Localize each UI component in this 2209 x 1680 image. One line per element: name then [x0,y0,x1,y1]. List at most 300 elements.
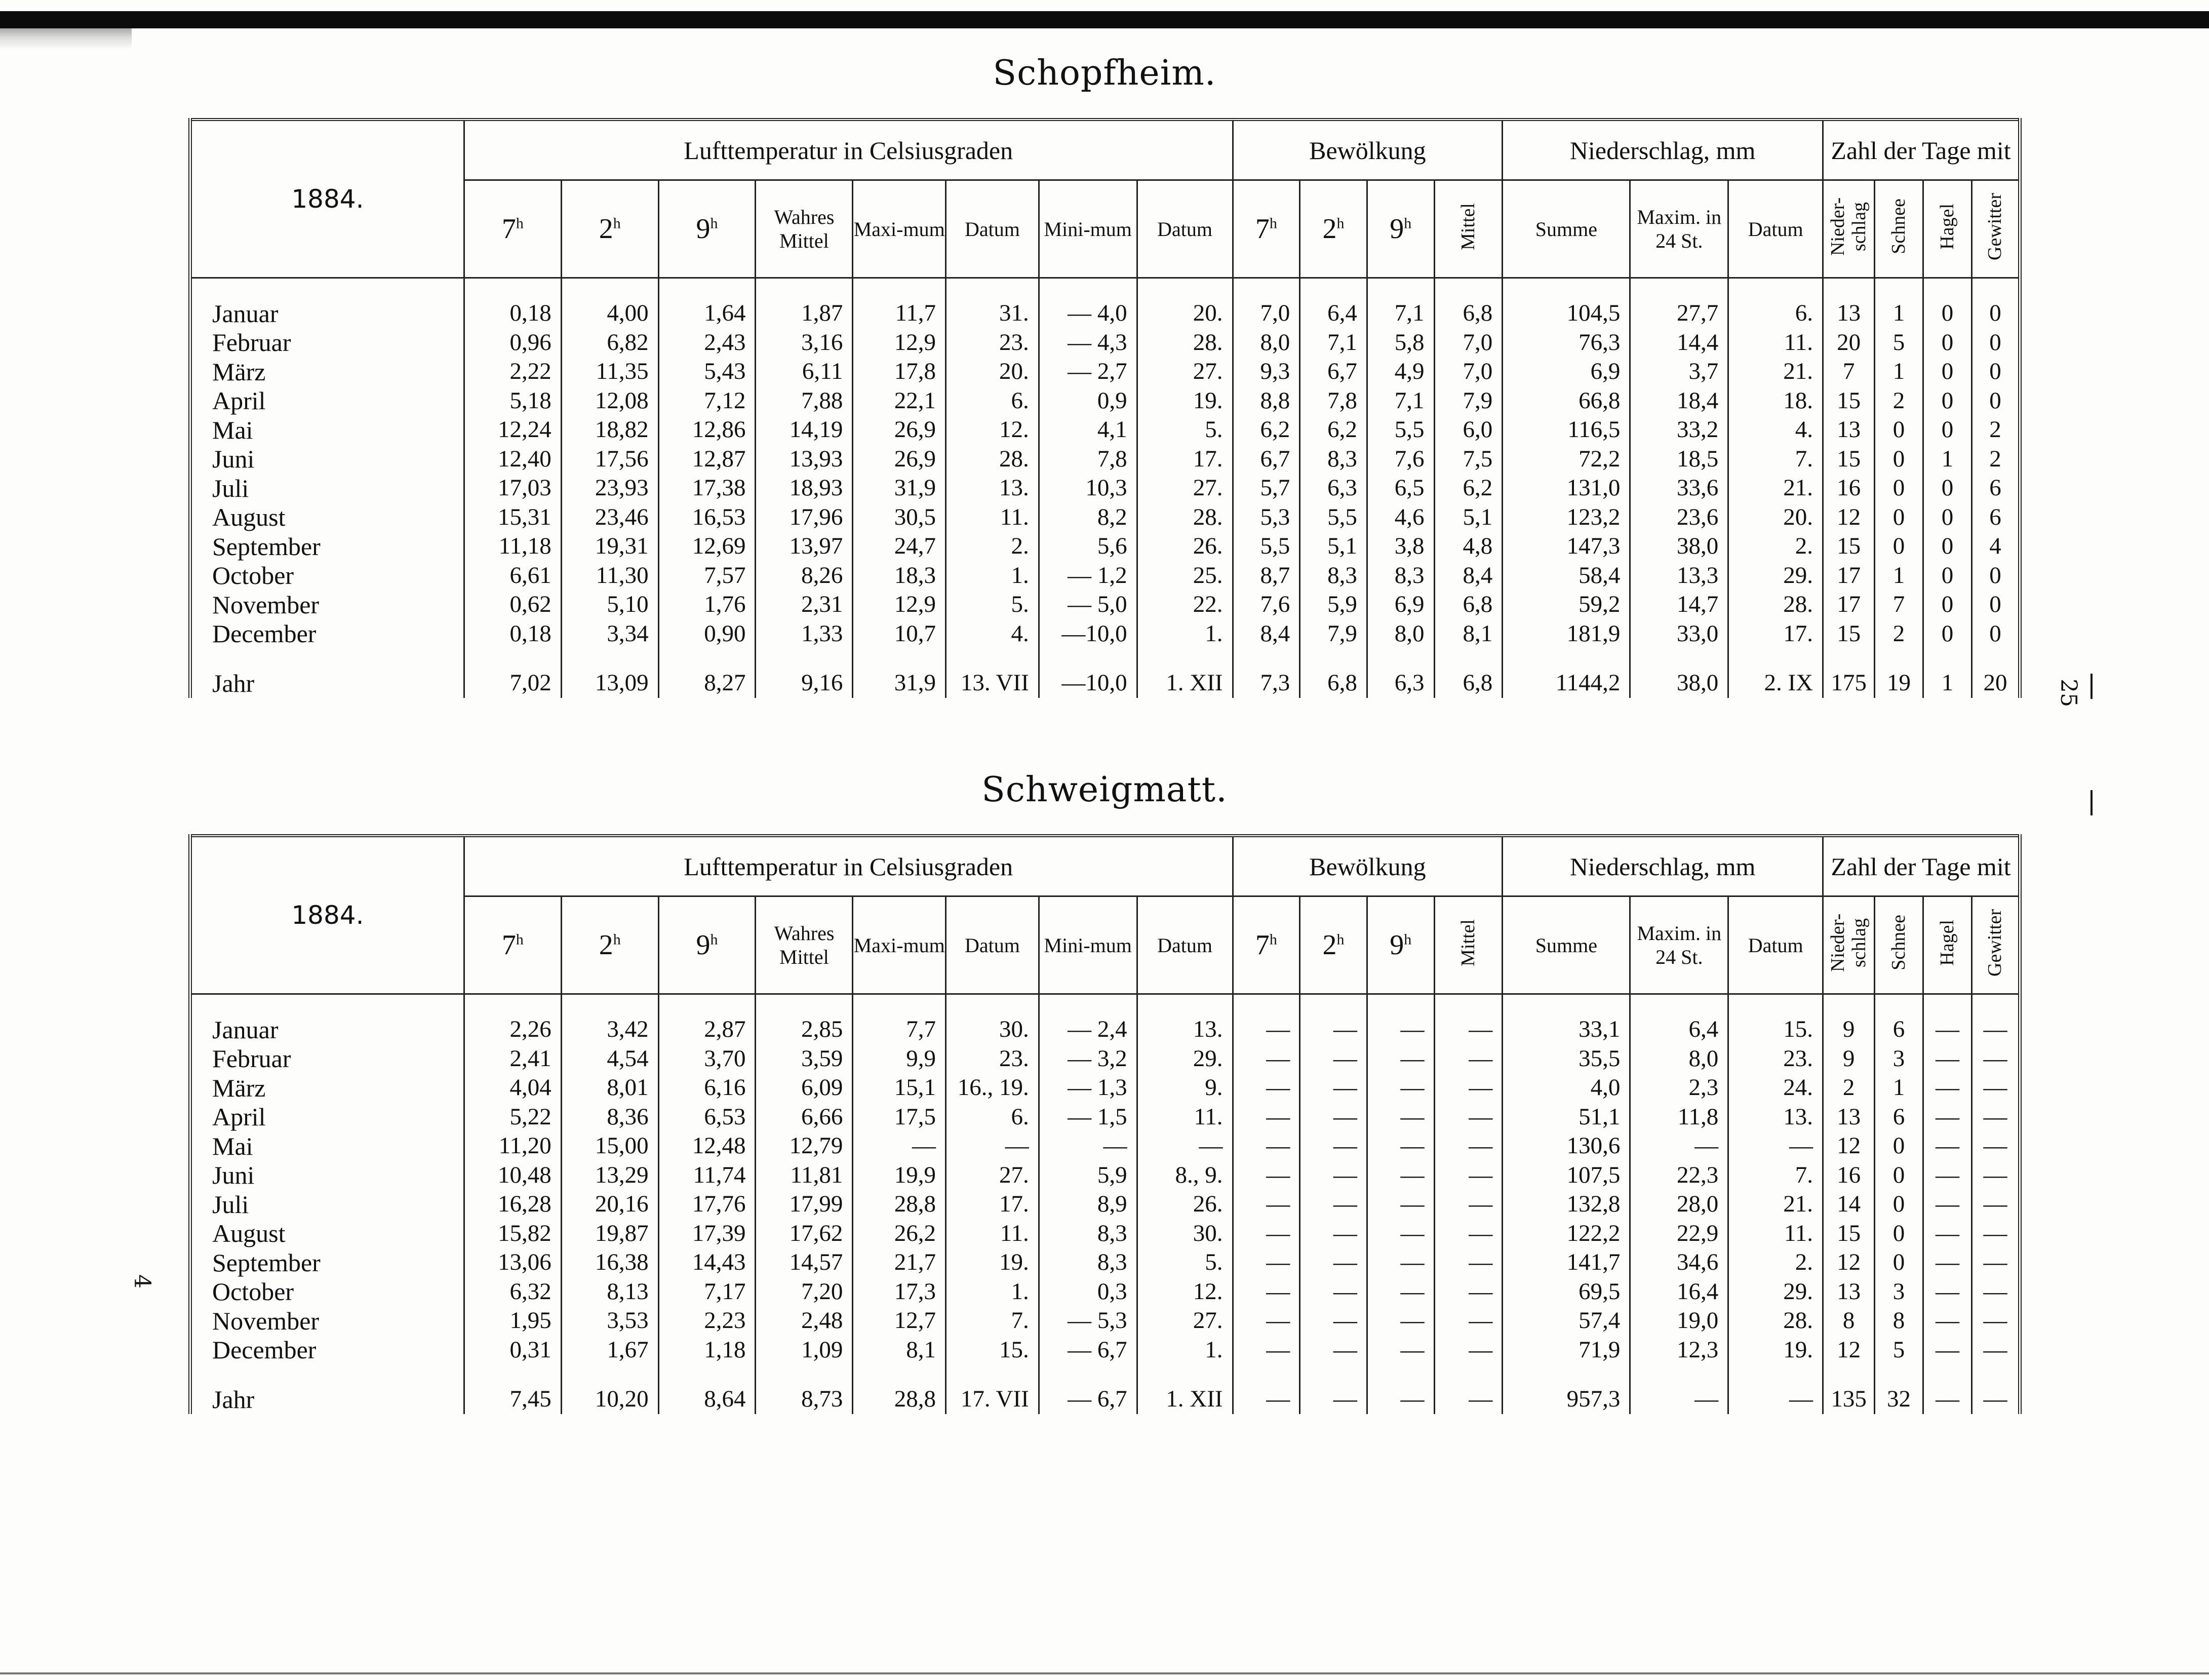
table-row [190,445,2020,474]
cell: 19,9 [853,1161,946,1190]
cell: 8,0 [1367,619,1434,649]
cell: — [1923,1131,1972,1161]
cell: — [1300,1248,1367,1277]
cell: — [1971,1073,2020,1103]
cell: 0 [1971,590,2020,619]
cell: 12. [946,415,1039,445]
cell: 51,1 [1503,1103,1630,1132]
col-precip-datum: Datum [1728,896,1823,994]
cell: 12,48 [658,1131,756,1161]
cell: 4,9 [1367,357,1434,386]
cell: 12,24 [464,415,561,445]
station-title-schweigmatt: Schweigmatt. [981,770,1228,810]
cell: 5,9 [1039,1161,1137,1190]
cell: 14,57 [756,1248,853,1277]
cell: 11,20 [464,1131,561,1161]
cell: — [1367,1248,1434,1277]
table-row [190,357,2020,386]
table-row [190,561,2020,591]
cell: 8 [1823,1306,1875,1336]
station-title-schopfheim: Schopfheim. [993,53,1216,93]
table-row [190,1219,2020,1248]
cell: — [1233,1073,1300,1103]
cell: 104,5 [1503,299,1630,328]
cell: 8,0 [1233,328,1300,358]
cell: 26,9 [853,445,946,474]
cell: 7. [946,1306,1039,1336]
cell: 19,0 [1630,1306,1728,1336]
cell: 957,3 [1503,1385,1630,1414]
cell: 1 [1875,1073,1923,1103]
cell: 5,43 [658,357,756,386]
cell: 4. [946,619,1039,649]
cell: — [1971,1044,2020,1074]
col-datum: Datum [1137,896,1233,994]
cell: 2 [1875,619,1923,649]
cell: 0 [1923,328,1972,358]
col-maxim-24st: Maxim. in 24 St. [1630,180,1728,278]
table-row [190,1131,2020,1161]
cell: 27,7 [1630,299,1728,328]
cell: 9 [1823,1044,1875,1074]
table-row [190,1385,2020,1414]
cell: 9,3 [1233,357,1300,386]
page-number-right: 25 [2056,679,2081,707]
cell: 38,0 [1630,669,1728,698]
col-2h: 2$^h$ [561,896,658,994]
cell: 2,85 [756,1015,853,1044]
cell: 12,9 [853,590,946,619]
cell: 15 [1823,445,1875,474]
cell: 8,4 [1233,619,1300,649]
cell: 11,7 [853,299,946,328]
cell: 23. [946,328,1039,358]
cell: 7,12 [658,386,756,416]
cell: 6 [1971,474,2020,503]
cell: 5,6 [1039,532,1137,561]
cell: 175 [1823,669,1875,698]
cell: — [1367,1015,1434,1044]
cell: 69,5 [1503,1277,1630,1307]
cell: — [1630,1385,1728,1414]
group-precipitation: Niederschlag, mm [1503,120,1823,180]
cell: — [1923,1336,1972,1365]
cell: 33,6 [1630,474,1728,503]
cell: 0 [1923,299,1972,328]
cell: 8,7 [1233,561,1300,591]
cell: 2,48 [756,1306,853,1336]
cell: — 2,4 [1039,1015,1137,1044]
cell: 6,5 [1367,474,1434,503]
cell: 7,8 [1300,386,1367,416]
cell: 8,73 [756,1385,853,1414]
cell: 13. [1728,1103,1823,1132]
cell: 21. [1728,1190,1823,1219]
cell: 6 [1971,503,2020,532]
cell: — [1971,1385,2020,1414]
cell: — [1367,1219,1434,1248]
cell: 2,43 [658,328,756,358]
cell: 19,87 [561,1219,658,1248]
cell: 3,34 [561,619,658,649]
month-label: Mai [190,415,464,445]
cell: — [1923,1385,1972,1414]
month-label: October [190,1277,464,1307]
cell: — [1971,1103,2020,1132]
cell: 13,3 [1630,561,1728,591]
cell: 11,8 [1630,1103,1728,1132]
cell: — [1434,1385,1503,1414]
cell: 9. [1137,1073,1233,1103]
cell: 29. [1728,1277,1823,1307]
cell: 7,1 [1367,386,1434,416]
cell: 7,8 [1039,445,1137,474]
cell: 1 [1875,357,1923,386]
cell: 7,1 [1300,328,1367,358]
table-row [190,619,2020,649]
cell: 12,79 [756,1131,853,1161]
cell: — [1233,1336,1300,1365]
cell: 28,8 [853,1385,946,1414]
cell: 0 [1875,1190,1923,1219]
cell: — [1923,1015,1972,1044]
cell: 28. [946,445,1039,474]
cell: 1,76 [658,590,756,619]
cell: — [1728,1131,1823,1161]
col-days-gewitter: Gewitter [1971,896,2020,994]
table-row [190,1073,2020,1103]
cell: 12,86 [658,415,756,445]
cell: 26. [1137,532,1233,561]
cell: — [1233,1161,1300,1190]
cell: 6,3 [1300,474,1367,503]
cell: 16 [1823,1161,1875,1190]
cell: 5,3 [1233,503,1300,532]
cell: 5,1 [1434,503,1503,532]
page-number-dash [2090,790,2093,815]
table-row [190,1015,2020,1044]
cell: 13,06 [464,1248,561,1277]
cell: — 5,0 [1039,590,1137,619]
cell: 17. [1728,619,1823,649]
cell: 0 [1875,1248,1923,1277]
cell: 0 [1971,561,2020,591]
cell: 17,03 [464,474,561,503]
cell: 0 [1923,415,1972,445]
cell: 2. IX [1728,669,1823,698]
table-row [190,1248,2020,1277]
cell: 8,26 [756,561,853,591]
cell: 107,5 [1503,1161,1630,1190]
cell: 17 [1823,590,1875,619]
cell: 3,16 [756,328,853,358]
table-row [190,328,2020,358]
cell: 66,8 [1503,386,1630,416]
month-label: Juni [190,445,464,474]
cell: 0 [1923,561,1972,591]
cell: 8,27 [658,669,756,698]
cell: 6,8 [1434,669,1503,698]
cell: 181,9 [1503,619,1630,649]
table-row [190,1103,2020,1132]
cell: — [1233,1219,1300,1248]
cell: 5,8 [1367,328,1434,358]
cell: 15,31 [464,503,561,532]
cell: — [1300,1190,1367,1219]
cell: 5,18 [464,386,561,416]
cell: 5,7 [1233,474,1300,503]
cell: 5. [1137,415,1233,445]
cell: 8., 9. [1137,1161,1233,1190]
cell: 0 [1875,1131,1923,1161]
month-label: Februar [190,328,464,358]
cell: — [1233,1277,1300,1307]
cell: 6,7 [1233,445,1300,474]
col-cloud-7h: 7$^h$ [1233,180,1300,278]
cell: 0 [1923,357,1972,386]
cell: 7,6 [1367,445,1434,474]
cell: 6,9 [1503,357,1630,386]
cell: 10,7 [853,619,946,649]
cell: 14,7 [1630,590,1728,619]
cell: 26,9 [853,415,946,445]
cell: — [1923,1248,1972,1277]
cell: 15 [1823,1219,1875,1248]
col-summe: Summe [1503,896,1630,994]
table-row [190,1190,2020,1219]
month-label: September [190,532,464,561]
cell: 0 [1875,445,1923,474]
group-days: Zahl der Tage mit [1823,120,2020,180]
cell: 0,18 [464,619,561,649]
col-7h: 7$^h$ [464,896,561,994]
col-cloud-2h: 2$^h$ [1300,180,1367,278]
cell: 0,90 [658,619,756,649]
cell: — [1300,1103,1367,1132]
cell: 17 [1823,561,1875,591]
cell: 18,3 [853,561,946,591]
cell: 12,9 [853,328,946,358]
cell: 147,3 [1503,532,1630,561]
cell: 16,28 [464,1190,561,1219]
cell: 4,1 [1039,415,1137,445]
cell: 17,39 [658,1219,756,1248]
cell: — 5,3 [1039,1306,1137,1336]
cell: 5,9 [1300,590,1367,619]
cell: 23. [1728,1044,1823,1074]
cell: 5. [946,590,1039,619]
cell: 8,8 [1233,386,1300,416]
cell: 8,3 [1367,561,1434,591]
cell: 17,99 [756,1190,853,1219]
cell: 31. [946,299,1039,328]
cell: 17,3 [853,1277,946,1307]
cell: 8,3 [1039,1219,1137,1248]
cell: 33,2 [1630,415,1728,445]
cell: 11. [1728,328,1823,358]
cell: 8,9 [1039,1190,1137,1219]
col-wahres-mittel: Wahres Mittel [756,896,853,994]
col-2h: 2$^h$ [561,180,658,278]
group-cloud: Bewölkung [1233,120,1503,180]
cell: — [1367,1044,1434,1074]
table-row [190,474,2020,503]
cell: 1,33 [756,619,853,649]
cell: 8,64 [658,1385,756,1414]
cell: 6,7 [1300,357,1367,386]
col-days-niederschlag: Nieder-schlag [1823,180,1875,278]
cell: 24. [1728,1073,1823,1103]
cell: 7,0 [1434,357,1503,386]
cell: — [1434,1190,1503,1219]
cell: — [853,1131,946,1161]
cell: 6,3 [1367,669,1434,698]
cell: — [1971,1277,2020,1307]
cell: 11,74 [658,1161,756,1190]
col-days-schnee: Schnee [1875,180,1923,278]
cell: 11,30 [561,561,658,591]
cell: — [1367,1336,1434,1365]
cell: 8,1 [853,1336,946,1365]
cell: 20. [946,357,1039,386]
cell: 6,8 [1300,669,1367,698]
cell: 11,35 [561,357,658,386]
cell: — 6,7 [1039,1336,1137,1365]
cell: 21. [1728,474,1823,503]
cell: 1. XII [1137,669,1233,698]
cell: 23. [946,1044,1039,1074]
cell: 4,04 [464,1073,561,1103]
cell: 6,8 [1434,590,1503,619]
cell: — [1367,1073,1434,1103]
cell: — [1434,1161,1503,1190]
cell: 8,0 [1630,1044,1728,1074]
cell: 5 [1875,1336,1923,1365]
cell: 21,7 [853,1248,946,1277]
cell: — [1434,1044,1503,1074]
cell: 18. [1728,386,1823,416]
cell: 4,54 [561,1044,658,1074]
cell: 130,6 [1503,1131,1630,1161]
cell: — [1923,1073,1972,1103]
cell: — [1233,1044,1300,1074]
cell: — [1367,1385,1434,1414]
month-label: December [190,619,464,649]
month-label: December [190,1336,464,1365]
cell: 141,7 [1503,1248,1630,1277]
cell: 13,97 [756,532,853,561]
cell: 9 [1823,1015,1875,1044]
cell: 1. [946,561,1039,591]
cell: 1,87 [756,299,853,328]
cell: 16,53 [658,503,756,532]
cell: 7,02 [464,669,561,698]
cell: — [946,1131,1039,1161]
cell: 8,4 [1434,561,1503,591]
cell: — [1434,1277,1503,1307]
cell: 7 [1875,590,1923,619]
cell: 17,8 [853,357,946,386]
cell: 8,13 [561,1277,658,1307]
cell: 7,9 [1300,619,1367,649]
cell: 12,87 [658,445,756,474]
cell: 13. [1137,1015,1233,1044]
cell: 12,7 [853,1306,946,1336]
cell: 7,17 [658,1277,756,1307]
cell: 0,31 [464,1336,561,1365]
month-label: April [190,386,464,416]
col-cloud-mittel: Mittel [1434,180,1503,278]
cell: 0 [1923,503,1972,532]
cell: — 2,7 [1039,357,1137,386]
cell: 17,5 [853,1103,946,1132]
cell: 7,9 [1434,386,1503,416]
cell: 4. [1728,415,1823,445]
month-label: August [190,1219,464,1248]
cell: 2,3 [1630,1073,1728,1103]
cell: 13. VII [946,669,1039,698]
cell: 12. [1137,1277,1233,1307]
cell: — [1923,1103,1972,1132]
cell: 8,3 [1039,1248,1137,1277]
cell: 0,62 [464,590,561,619]
cell: 28. [1137,328,1233,358]
cell: 23,6 [1630,503,1728,532]
cell: 6,09 [756,1073,853,1103]
cell: — 1,2 [1039,561,1137,591]
cell: 3,70 [658,1044,756,1074]
cell: 10,48 [464,1161,561,1190]
table-row [190,415,2020,445]
cell: 11,18 [464,532,561,561]
cell: 7,0 [1233,299,1300,328]
cell: 22,1 [853,386,946,416]
top-border-bar [0,11,2209,28]
cell: 28. [1728,590,1823,619]
cell: 5,10 [561,590,658,619]
table-row [190,1306,2020,1336]
cell: — [1971,1336,2020,1365]
bottom-edge-line [0,1672,2209,1674]
month-label: Juni [190,1161,464,1190]
cell: 5,22 [464,1103,561,1132]
cell: 6,2 [1300,415,1367,445]
cell: — [1971,1219,2020,1248]
cell: — [1630,1131,1728,1161]
cell: 6,4 [1630,1015,1728,1044]
month-label: Juli [190,1190,464,1219]
table-schweigmatt [188,834,2022,1414]
cell: 29. [1728,561,1823,591]
cell: 7,6 [1233,590,1300,619]
cell: 3,8 [1367,532,1434,561]
cell: — [1233,1015,1300,1044]
cell: — [1971,1131,2020,1161]
cell: — 4,3 [1039,328,1137,358]
cell: 28,0 [1630,1190,1728,1219]
cell: 1144,2 [1503,669,1630,698]
cell: 2. [1728,532,1823,561]
cell: 6 [1875,1015,1923,1044]
cell: — [1300,1073,1367,1103]
cell: 0 [1971,299,2020,328]
cell: 14,43 [658,1248,756,1277]
cell: 17. VII [946,1385,1039,1414]
cell: 12 [1823,503,1875,532]
cell: 19. [1728,1336,1823,1365]
cell: 6. [1728,299,1823,328]
cell: 20 [1823,328,1875,358]
